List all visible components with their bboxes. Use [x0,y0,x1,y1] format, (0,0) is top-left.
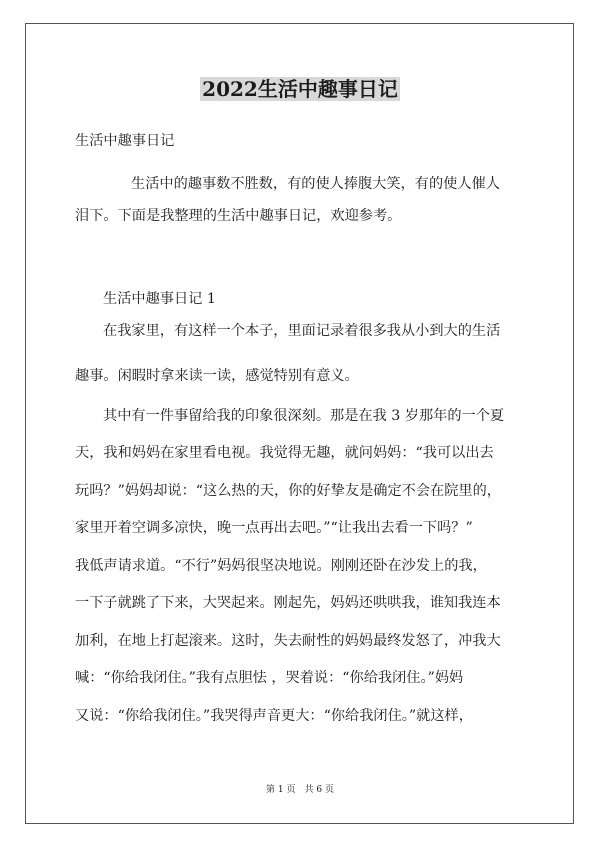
section-heading: 生活中趣事日记 1 [103,291,216,307]
document-title-text: 2022生活中趣事日记 [202,77,398,101]
body-line: 天，我和妈妈在家里看电视。我觉得无趣，就问妈妈：“我可以出去 [75,445,494,461]
page-footer: 第 1 页 共 6 页 [266,785,334,795]
body-line: 喊：“你给我闭住。”我有点胆怯 ，哭着说：“你给我闭住。”妈妈 [75,670,464,686]
body-line: 家里开着空调多凉快，晚一点再出去吧。”“让我出去看一下吗？” [75,520,473,536]
intro-line-2: 泪下。下面是我整理的生活中趣事日记，欢迎参考。 [75,208,402,224]
intro-line-1: 生活中的趣事数不胜数，有的使人捧腹大笑，有的使人催人 [131,176,500,192]
body-line: 我低声请求道。“不行”妈妈很坚决地说。刚刚还卧在沙发上的我， [75,558,487,574]
body-line: 在我家里，有这样一个本子，里面记录着很多我从小到大的生活 [103,323,501,339]
document-subtitle: 生活中趣事日记 [75,133,175,149]
body-line: 一下子就跳了下来，大哭起来。刚起先，妈妈还哄哄我，谁知我连本 [75,595,501,611]
body-line: 又说：“你给我闭住。”我哭得声音更大：“你给我闭住。”就这样， [75,708,473,724]
body-line: 趣事。闲暇时拿来读一读，感觉特别有意义。 [75,368,359,384]
document-title [0,74,600,104]
body-line: 其中有一件事留给我的印象很深刻。那是在我 3 岁那年的一个夏 [103,408,505,424]
body-line: 加利，在地上打起滚来。这时，失去耐性的妈妈最终发怒了，冲我大 [75,633,501,649]
body-line: 玩吗？”妈妈却说：“这么热的天，你的好挚友是确定不会在院里的， [75,483,501,499]
